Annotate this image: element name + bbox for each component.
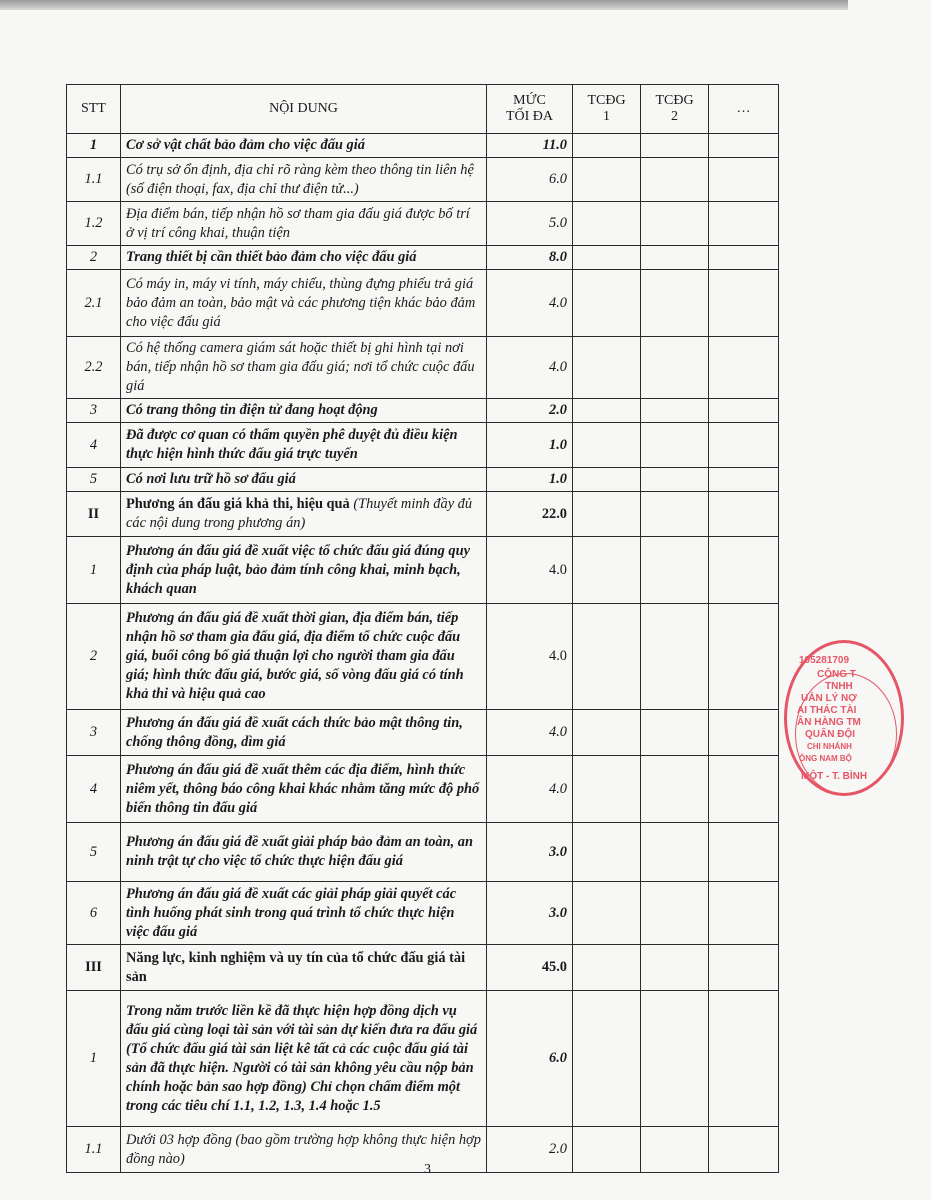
table-row xyxy=(67,399,779,423)
row-stt: 6 xyxy=(67,882,121,945)
score-cell xyxy=(709,882,779,945)
table-row xyxy=(67,492,779,537)
header-row xyxy=(67,85,779,134)
score-cell xyxy=(573,134,641,158)
table-row xyxy=(67,246,779,270)
table-row xyxy=(67,337,779,399)
row-content: Phương án đấu giá đề xuất việc tổ chức đấu giá đúng quy định của pháp luật, bảo đảm tính công khai, minh bạch, khách quan xyxy=(121,537,487,604)
score-cell xyxy=(709,1127,779,1173)
row-content: Có máy in, máy vi tính, máy chiếu, thùng đựng phiếu trả giá bảo đảm an toàn, bảo mật và các phương tiện khác bảo đảm cho việc đấu giá xyxy=(121,270,487,337)
score-cell xyxy=(573,604,641,710)
score-cell xyxy=(641,134,709,158)
row-max: 45.0 xyxy=(487,945,573,991)
row-max: 8.0 xyxy=(487,246,573,270)
score-cell xyxy=(709,246,779,270)
row-max: 1.0 xyxy=(487,423,573,468)
row-stt: 2.2 xyxy=(67,337,121,399)
seal-text: AI THÁC TÀI xyxy=(797,705,857,716)
score-cell xyxy=(709,158,779,202)
row-content xyxy=(121,492,487,537)
seal-text: MỘT - T. BÌNH xyxy=(801,771,868,782)
seal-text: CÔNG T xyxy=(817,669,856,680)
score-cell xyxy=(641,158,709,202)
header-tcdg-1: TCĐG 1 xyxy=(573,85,641,134)
score-cell xyxy=(709,399,779,423)
score-cell xyxy=(573,882,641,945)
row-content: Trong năm trước liền kề đã thực hiện hợp đồng dịch vụ đấu giá cùng loại tài sản với tài sản dự kiến đưa ra đấu giá (Tổ chức đấu giá tài sản liệt kê tất cả các cuộc đấu giá tài sản đã thực hiện. Người có tài sản không yêu cầu nộp bản chính hoặc bản sao hợp đồng) Chỉ chọn chấm điểm một trong các tiêu chí 1.1, 1.2, 1.3, 1.4 hoặc 1.5 xyxy=(121,991,487,1127)
table-row xyxy=(67,991,779,1127)
score-cell xyxy=(573,991,641,1127)
row-content: Cơ sở vật chất bảo đảm cho việc đấu giá xyxy=(121,134,487,158)
row-max: 4.0 xyxy=(487,604,573,710)
row-content: Phương án đấu giá đề xuất thêm các địa điểm, hình thức niêm yết, thông báo công khai khác nhằm tăng mức độ phổ biến thông tin đấu giá xyxy=(121,756,487,823)
row-stt: 2 xyxy=(67,604,121,710)
score-cell xyxy=(573,270,641,337)
row-stt: 1.1 xyxy=(67,1127,121,1173)
score-cell xyxy=(709,134,779,158)
row-stt: 1.2 xyxy=(67,202,121,246)
table-row xyxy=(67,468,779,492)
row-stt: 2.1 xyxy=(67,270,121,337)
score-cell xyxy=(573,337,641,399)
score-cell xyxy=(641,823,709,882)
row-max: 4.0 xyxy=(487,337,573,399)
row-max: 6.0 xyxy=(487,158,573,202)
seal-text: ÔNG NAM BỘ xyxy=(799,754,852,763)
score-cell xyxy=(709,991,779,1127)
header-max: MỨC TỐI ĐA xyxy=(487,85,573,134)
score-cell xyxy=(573,399,641,423)
row-max: 22.0 xyxy=(487,492,573,537)
row-stt: 1 xyxy=(67,537,121,604)
score-cell xyxy=(641,1127,709,1173)
row-stt: 2 xyxy=(67,246,121,270)
score-cell xyxy=(709,756,779,823)
row-content: Địa điểm bán, tiếp nhận hồ sơ tham gia đấu giá được bố trí ở vị trí công khai, thuận tiện xyxy=(121,202,487,246)
row-max: 4.0 xyxy=(487,710,573,756)
row-max: 11.0 xyxy=(487,134,573,158)
score-cell xyxy=(709,604,779,710)
score-cell xyxy=(641,882,709,945)
score-cell xyxy=(573,1127,641,1173)
score-cell xyxy=(641,537,709,604)
row-stt: 5 xyxy=(67,823,121,882)
table-row xyxy=(67,1127,779,1173)
row-content: Phương án đấu giá đề xuất thời gian, địa điểm bán, tiếp nhận hồ sơ tham gia đấu giá, địa điểm tổ chức cuộc đấu giá, buổi công bố giá thuận lợi cho người tham gia đấu giá; hình thức đấu giá, bước giá, số vòng đấu giá có tính khả thi và hiệu quả cao xyxy=(121,604,487,710)
score-cell xyxy=(641,337,709,399)
row-stt: III xyxy=(67,945,121,991)
row-content: Năng lực, kinh nghiệm và uy tín của tổ chức đấu giá tài sản xyxy=(121,945,487,991)
score-cell xyxy=(573,468,641,492)
row-max: 6.0 xyxy=(487,991,573,1127)
row-content: Có nơi lưu trữ hồ sơ đấu giá xyxy=(121,468,487,492)
row-stt: 4 xyxy=(67,756,121,823)
score-cell xyxy=(709,710,779,756)
score-cell xyxy=(641,399,709,423)
header-content: NỘI DUNG xyxy=(121,85,487,134)
row-content-note: (Thuyết minh đầy đủ các nội dung trong phương án) xyxy=(126,496,473,531)
score-cell xyxy=(641,710,709,756)
row-content: Phương án đấu giá đề xuất cách thức bảo mật thông tin, chống thông đồng, dìm giá xyxy=(121,710,487,756)
header-stt: STT xyxy=(67,85,121,134)
row-content: Đã được cơ quan có thẩm quyền phê duyệt đủ điều kiện thực hiện hình thức đấu giá trực tuyến xyxy=(121,423,487,468)
table-row xyxy=(67,537,779,604)
score-cell xyxy=(573,823,641,882)
score-cell xyxy=(573,246,641,270)
seal-text: TNHH xyxy=(825,681,853,692)
seal-text: ÂN HÀNG TM xyxy=(797,717,861,728)
score-cell xyxy=(573,158,641,202)
score-cell xyxy=(641,246,709,270)
score-cell xyxy=(641,604,709,710)
row-stt: 1.1 xyxy=(67,158,121,202)
row-max: 4.0 xyxy=(487,537,573,604)
page-number: 3 xyxy=(424,1162,431,1177)
scoring-table xyxy=(66,84,779,1173)
row-content: Phương án đấu giá đề xuất giải pháp bảo đảm an toàn, an ninh trật tự cho việc tổ chức thực hiện đấu giá xyxy=(121,823,487,882)
row-content: Dưới 03 hợp đồng (bao gồm trường hợp không thực hiện hợp đồng nào) xyxy=(121,1127,487,1173)
score-cell xyxy=(709,423,779,468)
score-cell xyxy=(641,202,709,246)
score-cell xyxy=(709,202,779,246)
score-cell xyxy=(709,945,779,991)
row-stt: II xyxy=(67,492,121,537)
table-row xyxy=(67,756,779,823)
score-cell xyxy=(573,423,641,468)
header-tcdg-2: TCĐG 2 xyxy=(641,85,709,134)
score-cell xyxy=(573,537,641,604)
company-seal-stamp xyxy=(784,640,904,796)
score-cell xyxy=(641,270,709,337)
score-cell xyxy=(573,202,641,246)
score-cell xyxy=(641,492,709,537)
row-max: 2.0 xyxy=(487,399,573,423)
row-stt: 1 xyxy=(67,134,121,158)
score-cell xyxy=(573,945,641,991)
row-max: 1.0 xyxy=(487,468,573,492)
row-max: 3.0 xyxy=(487,823,573,882)
score-cell xyxy=(709,492,779,537)
table-row xyxy=(67,423,779,468)
table-row xyxy=(67,134,779,158)
row-stt: 3 xyxy=(67,710,121,756)
row-content: Phương án đấu giá đề xuất các giải pháp giải quyết các tình huống phát sinh trong quá trình tổ chức thực hiện việc đấu giá xyxy=(121,882,487,945)
scan-edge xyxy=(0,0,848,10)
row-content: Trang thiết bị cần thiết bảo đảm cho việc đấu giá xyxy=(121,246,487,270)
row-max: 5.0 xyxy=(487,202,573,246)
seal-text: UẢN LÝ NỢ xyxy=(801,693,857,704)
score-cell xyxy=(573,756,641,823)
score-cell xyxy=(709,270,779,337)
row-content-main: Phương án đấu giá khả thi, hiệu quả xyxy=(126,496,350,512)
score-cell xyxy=(641,991,709,1127)
row-max: 3.0 xyxy=(487,882,573,945)
row-stt: 1 xyxy=(67,991,121,1127)
row-max: 2.0 xyxy=(487,1127,573,1173)
score-cell xyxy=(709,468,779,492)
seal-text: 105281709 xyxy=(799,655,850,666)
row-max: 4.0 xyxy=(487,270,573,337)
header-more: … xyxy=(709,85,779,134)
seal-text: QUÂN ĐỘI xyxy=(805,729,855,740)
row-stt: 5 xyxy=(67,468,121,492)
score-cell xyxy=(573,492,641,537)
score-cell xyxy=(573,710,641,756)
score-cell xyxy=(709,337,779,399)
table-row xyxy=(67,270,779,337)
score-cell xyxy=(709,823,779,882)
row-content: Có trang thông tin điện tử đang hoạt động xyxy=(121,399,487,423)
score-cell xyxy=(641,945,709,991)
seal-text: CHI NHÁNH xyxy=(807,742,852,751)
table-row xyxy=(67,604,779,710)
row-stt: 4 xyxy=(67,423,121,468)
score-cell xyxy=(709,537,779,604)
table-row xyxy=(67,882,779,945)
table-row xyxy=(67,823,779,882)
score-cell xyxy=(641,423,709,468)
row-max: 4.0 xyxy=(487,756,573,823)
row-content: Có trụ sở ổn định, địa chỉ rõ ràng kèm theo thông tin liên hệ (số điện thoại, fax, địa chỉ thư điện tử...) xyxy=(121,158,487,202)
table-row xyxy=(67,202,779,246)
table-row xyxy=(67,710,779,756)
table-row xyxy=(67,158,779,202)
row-stt: 3 xyxy=(67,399,121,423)
row-content: Có hệ thống camera giám sát hoặc thiết bị ghi hình tại nơi bán, tiếp nhận hồ sơ tham gia đấu giá; nơi tổ chức cuộc đấu giá xyxy=(121,337,487,399)
table-row xyxy=(67,945,779,991)
score-cell xyxy=(641,468,709,492)
score-cell xyxy=(641,756,709,823)
